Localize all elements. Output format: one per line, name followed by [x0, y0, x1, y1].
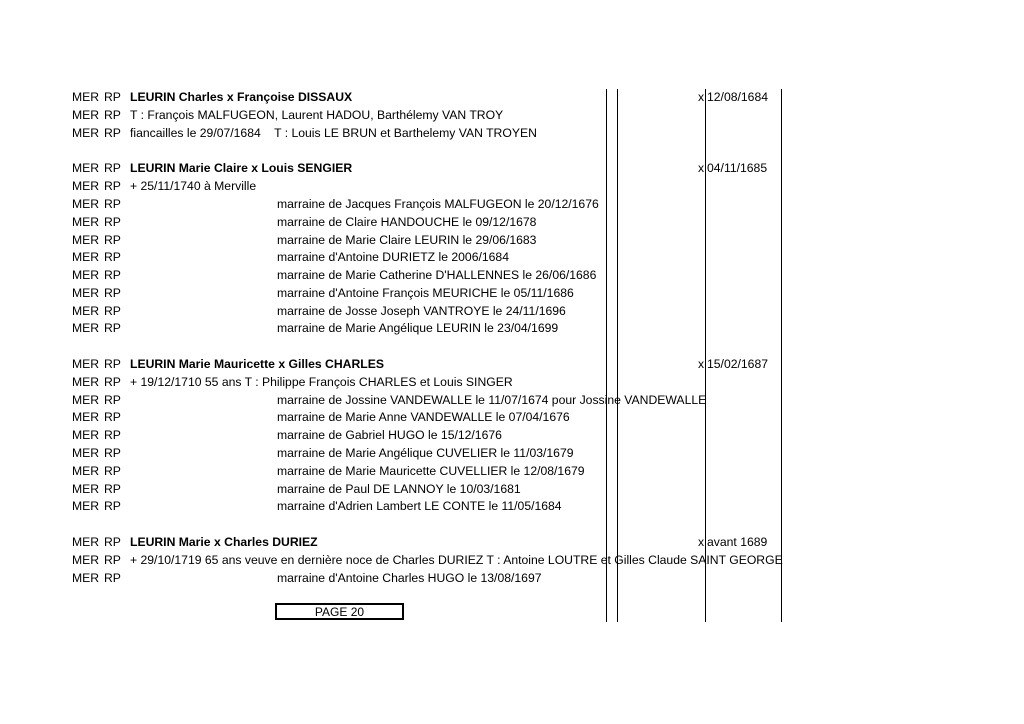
parish-code: MER — [72, 357, 100, 371]
page-number: PAGE 20 — [314, 605, 365, 619]
record-row — [0, 569, 1024, 587]
godparent-entry: marraine de Gabriel HUGO le 15/12/1676 — [277, 428, 502, 442]
marriage-date: 04/11/1685 — [707, 161, 768, 175]
marriage-mark: x — [698, 90, 705, 104]
record-row — [0, 106, 1024, 124]
marriage-mark: x — [698, 357, 705, 371]
parish-code: MER — [72, 161, 100, 175]
record-row — [0, 533, 1024, 551]
record-row — [0, 248, 1024, 266]
marriage-heading: LEURIN Marie Mauricette x Gilles CHARLES — [130, 357, 384, 371]
godparent-entry: marraine d'Antoine François MEURICHE le 05/11/1686 — [277, 286, 574, 300]
register-code: RP — [104, 393, 121, 407]
record-row — [0, 408, 1024, 426]
godparent-entry: marraine de Marie Angélique LEURIN le 23/04/1699 — [277, 321, 559, 335]
register-code: RP — [104, 375, 121, 389]
marriage-date: 15/02/1687 — [707, 357, 768, 371]
marriage-date: 12/08/1684 — [707, 90, 768, 104]
parish-code: MER — [72, 482, 100, 496]
record-row — [0, 159, 1024, 177]
parish-code: MER — [72, 571, 100, 585]
parish-code: MER — [72, 90, 100, 104]
record-text: + 19/12/1710 55 ans T : Philippe François CHARLES et Louis SINGER — [130, 375, 513, 389]
register-code: RP — [104, 446, 121, 460]
marriage-date: avant 1689 — [707, 535, 768, 549]
record-row — [0, 391, 1024, 409]
register-code: RP — [104, 215, 121, 229]
parish-code: MER — [72, 393, 100, 407]
marriage-mark: x — [698, 161, 705, 175]
register-code: RP — [104, 108, 121, 122]
parish-code: MER — [72, 179, 100, 193]
record-row — [0, 266, 1024, 284]
parish-code: MER — [72, 321, 100, 335]
marriage-mark: x — [698, 535, 705, 549]
register-code: RP — [104, 571, 121, 585]
godparent-entry: marraine de Marie Anne VANDEWALLE le 07/04/1676 — [277, 410, 570, 424]
record-row — [0, 480, 1024, 498]
record-text: + 25/11/1740 à Merville — [130, 179, 257, 193]
godparent-entry: marraine d'Antoine Charles HUGO le 13/08/1697 — [277, 571, 542, 585]
marriage-heading: LEURIN Charles x Françoise DISSAUX — [130, 90, 353, 104]
record-row — [0, 373, 1024, 391]
godparent-entry: marraine de Josse Joseph VANTROYE le 24/11/1696 — [277, 304, 566, 318]
register-code: RP — [104, 233, 121, 247]
godparent-entry: marraine de Paul DE LANNOY le 10/03/1681 — [277, 482, 521, 496]
parish-code: MER — [72, 428, 100, 442]
register-code: RP — [104, 357, 121, 371]
godparent-entry: marraine de Jacques François MALFUGEON le 20/12/1676 — [277, 197, 599, 211]
record-row — [0, 177, 1024, 195]
record-row — [0, 497, 1024, 515]
parish-code: MER — [72, 464, 100, 478]
register-code: RP — [104, 410, 121, 424]
register-code: RP — [104, 304, 121, 318]
godparent-entry: marraine d'Adrien Lambert LE CONTE le 11/05/1684 — [277, 499, 562, 513]
register-code: RP — [104, 321, 121, 335]
register-code: RP — [104, 161, 121, 175]
register-code: RP — [104, 428, 121, 442]
register-code: RP — [104, 197, 121, 211]
register-code: RP — [104, 286, 121, 300]
record-row — [0, 444, 1024, 462]
parish-code: MER — [72, 553, 100, 567]
parish-code: MER — [72, 286, 100, 300]
parish-code: MER — [72, 108, 100, 122]
record-row — [0, 462, 1024, 480]
parish-code: MER — [72, 268, 100, 282]
parish-code: MER — [72, 410, 100, 424]
record-text: T : François MALFUGEON, Laurent HADOU, Barthélemy VAN TROY — [130, 108, 504, 122]
parish-code: MER — [72, 215, 100, 229]
register-code: RP — [104, 499, 121, 513]
godparent-entry: marraine de Jossine VANDEWALLE le 11/07/1674 pour Jossine VANDEWALLE — [277, 393, 707, 407]
parish-code: MER — [72, 535, 100, 549]
marriage-heading: LEURIN Marie x Charles DURIEZ — [130, 535, 318, 549]
parish-code: MER — [72, 375, 100, 389]
record-row — [0, 302, 1024, 320]
parish-code: MER — [72, 126, 100, 140]
godparent-entry: marraine de Marie Mauricette CUVELLIER le 12/08/1679 — [277, 464, 585, 478]
record-row — [0, 284, 1024, 302]
record-row — [0, 124, 1024, 142]
register-code: RP — [104, 482, 121, 496]
parish-code: MER — [72, 304, 100, 318]
record-row — [0, 195, 1024, 213]
parish-code: MER — [72, 233, 100, 247]
record-row — [0, 551, 1024, 569]
register-code: RP — [104, 126, 121, 140]
godparent-entry: marraine d'Antoine DURIETZ le 2006/1684 — [277, 250, 509, 264]
parish-code: MER — [72, 446, 100, 460]
record-text: fiancailles le 29/07/1684 T : Louis LE BRUN et Barthelemy VAN TROYEN — [130, 126, 537, 140]
godparent-entry: marraine de Claire HANDOUCHE le 09/12/1678 — [277, 215, 537, 229]
register-code: RP — [104, 179, 121, 193]
register-code: RP — [104, 250, 121, 264]
register-code: RP — [104, 553, 121, 567]
godparent-entry: marraine de Marie Catherine D'HALLENNES le 26/06/1686 — [277, 268, 597, 282]
register-code: RP — [104, 464, 121, 478]
record-row — [0, 319, 1024, 337]
record-row — [0, 355, 1024, 373]
parish-code: MER — [72, 250, 100, 264]
record-row — [0, 213, 1024, 231]
record-row — [0, 426, 1024, 444]
page-number-box — [275, 603, 404, 620]
godparent-entry: marraine de Marie Angélique CUVELIER le 11/03/1679 — [277, 446, 574, 460]
parish-code: MER — [72, 197, 100, 211]
register-code: RP — [104, 268, 121, 282]
record-row — [0, 231, 1024, 249]
record-text: + 29/10/1719 65 ans veuve en dernière noce de Charles DURIEZ T : Antoine LOUTRE et Gilles Claude SAINT GEORGE — [130, 553, 783, 567]
register-code: RP — [104, 535, 121, 549]
godparent-entry: marraine de Marie Claire LEURIN le 29/06/1683 — [277, 233, 537, 247]
record-row — [0, 88, 1024, 106]
marriage-heading: LEURIN Marie Claire x Louis SENGIER — [130, 161, 353, 175]
register-code: RP — [104, 90, 121, 104]
parish-code: MER — [72, 499, 100, 513]
